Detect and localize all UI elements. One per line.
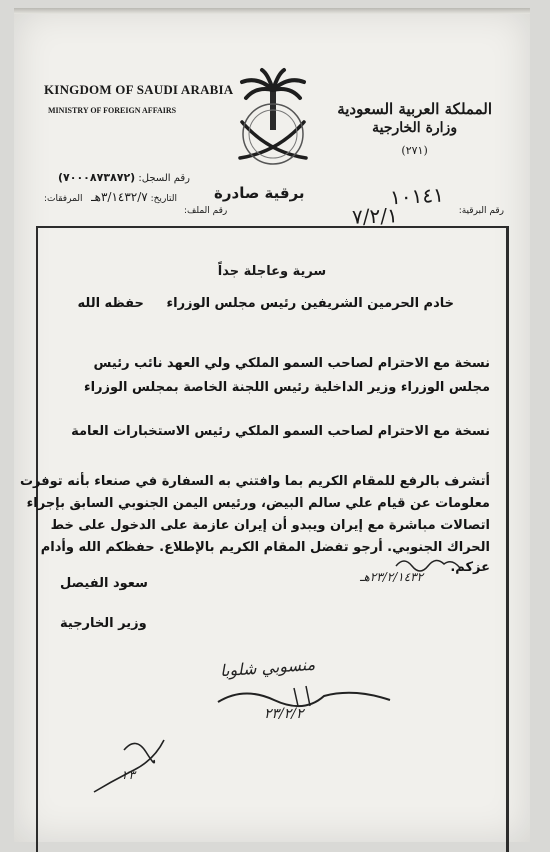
copy-recipient-2: نسخة مع الاحترام لصاحب السمو الملكي رئيس الاستخبارات العامة [71, 424, 490, 439]
classification: سرية وعاجلة جداً [217, 264, 327, 279]
forward-date: ٢٣/٢/٢ [264, 706, 304, 722]
en-kingdom-name: KINGDOM OF SAUDI ARABIA [44, 82, 234, 97]
date-line [44, 190, 177, 204]
forward-note: منسوبي شلوبا [219, 654, 316, 681]
registry-value: (٧٠٠٠٨٧٣٨٧٢) [58, 171, 136, 184]
ar-ministry-name: وزارة الخارجية [372, 120, 458, 136]
page-fold [14, 8, 530, 14]
body-line-1: أتشرف بالرفع للمقام الكريم بما وافتني به السفارة في صنعاء بأنه توفرت [19, 474, 490, 489]
signatory-title: وزير الخارجية [60, 616, 147, 631]
cable-number [459, 206, 504, 216]
date-label: التاريخ: [150, 194, 177, 204]
attachments-label: المرفقات: [44, 194, 83, 204]
file-number [184, 206, 227, 216]
bottom-initials-date: ٢٣ [122, 768, 135, 782]
file-label: رقم الملف: [184, 206, 228, 216]
registry-label: رقم السجل: [138, 173, 190, 184]
copy-recipient-1-line-2: مجلس الوزراء وزير الداخلية رئيس اللجنة الخاصة بمجلس الوزراء [83, 380, 490, 395]
date-value: ٣/١٤٣٢/٧هـ [91, 190, 148, 204]
document-page [14, 8, 530, 842]
ar-serial-number: (٢٧١) [401, 144, 428, 157]
handwritten-cable-date: ٧/٢/١ [351, 203, 399, 229]
addressee-title: خادم الحرمين الشريفين رئيس مجلس الوزراء [166, 296, 454, 311]
cable-title: برقية صادرة [214, 184, 305, 202]
body-line-2: معلومات عن قيام علي سالم البيض، ورئيس اليمن الجنوبي السابق بإجراء [26, 496, 490, 511]
registry-number [58, 171, 190, 184]
ar-kingdom-name: المملكة العربية السعودية [337, 100, 492, 118]
body-line-3: اتصالات مباشرة مع إيران ويبدو أن إيران عازمة على الدخول على خط [50, 518, 490, 533]
english-letterhead [44, 82, 233, 115]
cable-no-label: رقم البرقية: [458, 206, 504, 216]
addressee-blessing: حفظه الله [77, 296, 144, 311]
signatory-name: سعود الفيصل [60, 576, 148, 591]
addressee [78, 294, 455, 314]
margin-initials-icon [394, 556, 464, 574]
saudi-emblem-icon [228, 68, 318, 172]
bottom-initials-icon [84, 730, 174, 800]
handwritten-cable-number: ١٠١٤١ [389, 182, 445, 210]
copy-recipient-1-line-1: نسخة مع الاحترام لصاحب السمو الملكي ولي العهد نائب رئيس [93, 356, 490, 371]
en-ministry-name: MINISTRY OF FOREIGN AFFAIRS [48, 106, 177, 115]
body-line-4: الحراك الجنوبي. أرجو تفضل المقام الكريم بالإطلاع. حفظكم الله وأدام عزكم. [40, 540, 490, 575]
margin-note-date: ٢٣/٢/١٤٣٢هـ [360, 570, 424, 584]
forward-signature-icon [214, 682, 394, 712]
arabic-letterhead [337, 100, 492, 157]
